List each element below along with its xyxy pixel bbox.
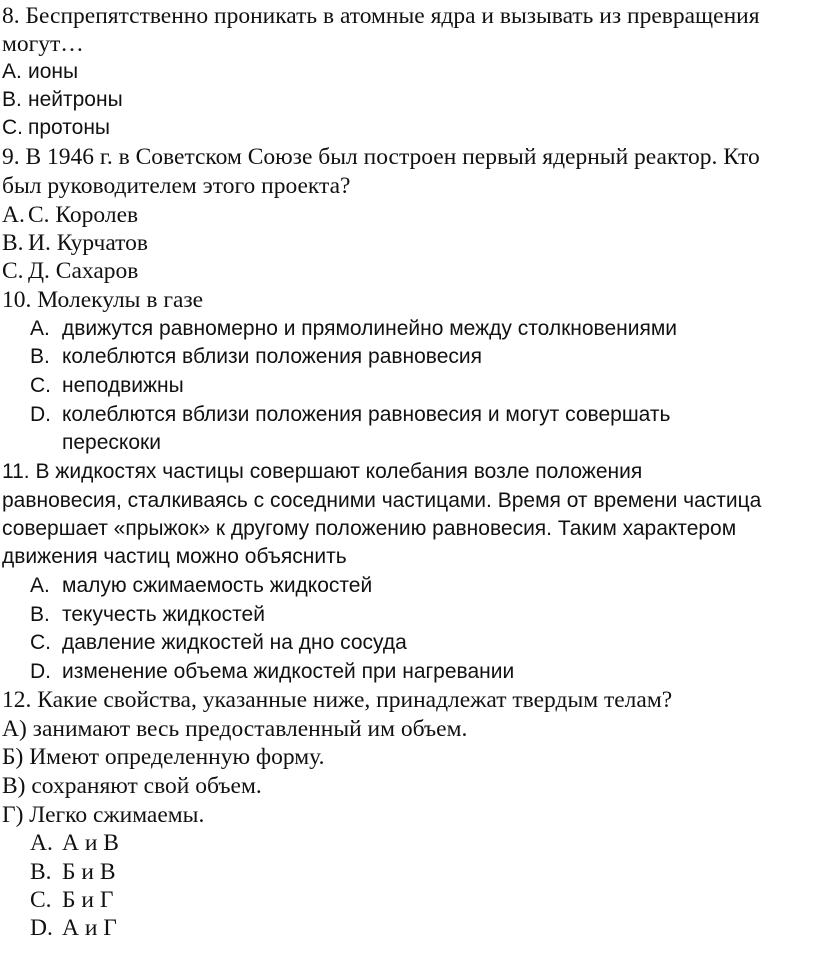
- option-letter: A.: [30, 574, 50, 597]
- question-10-option-d-continuation: перескоки: [62, 431, 161, 454]
- option-text: неподвижны: [62, 374, 184, 397]
- question-12-statement-g: Г) Легко сжимаемы.: [2, 802, 205, 828]
- question-12-option-d: [30, 914, 117, 942]
- option-letter: B.: [30, 603, 50, 626]
- option-letter: C.: [2, 116, 23, 139]
- question-11-option-a: [30, 572, 372, 600]
- option-text: малую сжимаемость жидкостей: [62, 574, 373, 597]
- option-letter: D.: [30, 403, 51, 426]
- question-10-option-b: [30, 343, 482, 371]
- option-letter: A.: [2, 60, 22, 83]
- question-10-option-d: [30, 401, 670, 429]
- question-8-option-c: [2, 114, 110, 142]
- option-letter: D.: [30, 915, 53, 941]
- option-letter: B.: [2, 88, 22, 111]
- option-letter: C.: [30, 887, 52, 913]
- question-12-option-a: [30, 829, 119, 857]
- option-letter: A.: [30, 830, 53, 856]
- option-letter: D.: [30, 660, 51, 683]
- question-9-text-line-1: 9. В 1946 г. в Советском Союзе был построен первый ядерный реактор. Кто: [2, 144, 760, 170]
- question-10-option-a: [30, 315, 677, 343]
- option-letter: B.: [30, 345, 50, 368]
- question-11-option-b: [30, 601, 265, 629]
- question-12-option-b: [30, 858, 116, 886]
- option-text: А и В: [62, 830, 119, 856]
- option-letter: A.: [2, 202, 25, 228]
- option-text: И. Курчатов: [28, 230, 148, 256]
- question-11-text-line-4: движения частиц можно объяснить: [2, 545, 347, 568]
- option-text: изменение объема жидкостей при нагревании: [62, 660, 515, 683]
- question-12-text: 12. Какие свойства, указанные ниже, принадлежат твердым телам?: [2, 687, 673, 713]
- question-12-statement-a: А) занимают весь предоставленный им объем.: [2, 716, 468, 742]
- option-letter: B.: [30, 859, 52, 885]
- option-letter: C.: [30, 631, 51, 654]
- question-12-statement-b: Б) Имеют определенную форму.: [2, 744, 325, 770]
- question-8-option-b: [2, 86, 123, 114]
- option-text: Б и Г: [62, 887, 114, 913]
- option-text: протоны: [28, 116, 111, 139]
- question-9-option-b: [2, 229, 148, 257]
- option-text: текучесть жидкостей: [62, 603, 265, 626]
- question-11-text-line-1: 11. В жидкостях частицы совершают колебания возле положения: [2, 460, 643, 483]
- option-letter: C.: [2, 258, 24, 284]
- question-11-text-line-2: равновесия, сталкиваясь с соседними частицами. Время от времени частица: [2, 489, 762, 512]
- option-text: колеблются вблизи положения равновесия: [62, 345, 483, 368]
- question-8-text-line-1: 8. Беспрепятственно проникать в атомные ядра и вызывать из превращения: [2, 3, 760, 29]
- option-text: Б и В: [62, 859, 116, 885]
- question-9-option-a: [2, 201, 138, 229]
- question-8-option-a: [2, 58, 78, 86]
- question-10-option-c: [30, 372, 184, 400]
- option-letter: B.: [2, 230, 24, 256]
- question-10-text: 10. Молекулы в газе: [2, 287, 204, 313]
- option-letter: C.: [30, 374, 51, 397]
- question-9-option-c: [2, 257, 138, 285]
- option-text: движутся равномерно и прямолинейно между столкновениями: [62, 317, 678, 340]
- question-8-text-line-2: могут…: [2, 31, 84, 57]
- question-9-text-line-2: был руководителем этого проекта?: [2, 173, 351, 199]
- question-11-option-c: [30, 629, 407, 657]
- option-text: С. Королев: [28, 202, 139, 228]
- question-11-option-d: [30, 658, 514, 686]
- option-text: давление жидкостей на дно сосуда: [62, 631, 407, 654]
- option-text: ионы: [28, 60, 79, 83]
- option-text: А и Г: [62, 915, 117, 941]
- option-text: нейтроны: [28, 88, 123, 111]
- question-12-option-c: [30, 886, 113, 914]
- option-letter: A.: [30, 317, 50, 340]
- option-text: колеблются вблизи положения равновесия и могут совершать: [62, 403, 671, 426]
- question-11-text-line-3: совершает «прыжок» к другому положению равновесия. Таким характером: [2, 517, 737, 540]
- question-12-statement-v: В) сохраняют свой объем.: [2, 773, 262, 799]
- option-text: Д. Сахаров: [28, 258, 139, 284]
